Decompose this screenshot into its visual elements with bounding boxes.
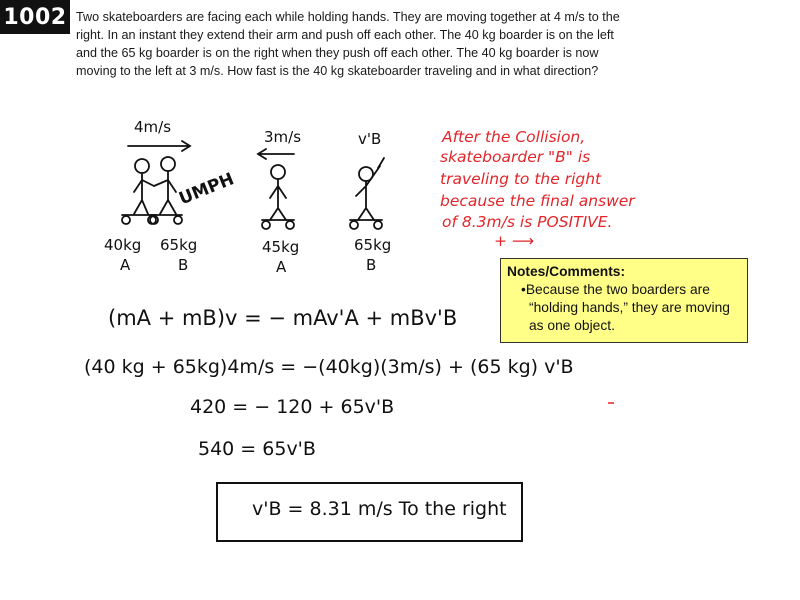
equation-3: 420 = − 120 + 65v'B [190,396,395,418]
red-note-line-3: traveling to the right [440,170,602,188]
problem-statement: Two skateboarders are facing each while holding hands. They are moving together at 4 m/s to the right. In an instant they extend their arm and push off each other. The 40 kg boarder is on the left and the 65 kg boarder is on the right when they push off each other. The 40 kg boarder is now moving to the left at 3 m/s. How fast is the 40 kg skateboarder traveling and in what direction? [76,10,620,78]
figure-b-after [350,158,384,229]
red-note-line-5: of 8.3m/s is POSITIVE. [442,213,613,231]
name-label-b-before: B [178,256,189,274]
red-note-line-4: because the final answer [440,192,635,210]
mass-label-b-before: 65kg [160,236,198,254]
name-label-b-after: B [366,256,377,274]
umph-label: UMPH [176,169,237,210]
after-arrow-a [258,149,294,159]
before-speed-label: 4m/s [134,118,172,136]
mass-label-b-after: 65kg [354,236,392,254]
red-note-line-1: After the Collision, [442,128,586,146]
answer-text: v'B = 8.31 m/s To the right [252,498,507,520]
name-label-a-before: A [120,256,131,274]
name-label-a-after: A [276,258,287,276]
notes-title: Notes/Comments: [507,264,626,279]
after-speed-b-label: v'B [358,130,382,148]
equation-4: 540 = 65v'B [198,438,316,460]
red-note-sign: + ⟶ [494,232,535,250]
equation-2: (40 kg + 65kg)4m/s = −(40kg)(3m/s) + (65 kg) v'B [84,356,574,378]
figure-a-after [262,165,294,229]
notes-callout [500,258,748,343]
mass-label-a-before: 40kg [104,236,142,254]
before-arrow [128,141,190,151]
after-speed-a-label: 3m/s [264,128,302,146]
problem-number-badge: 1002 [0,0,70,34]
equation-1: (mA + mB)v = − mAv'A + mBv'B [108,306,458,330]
mass-label-a-after: 45kg [262,238,300,256]
notes-body: •Because the two boarders are “holding hands,” they are moving as one object. [521,282,730,333]
red-note-line-2: skateboarder "B" is [440,148,591,166]
